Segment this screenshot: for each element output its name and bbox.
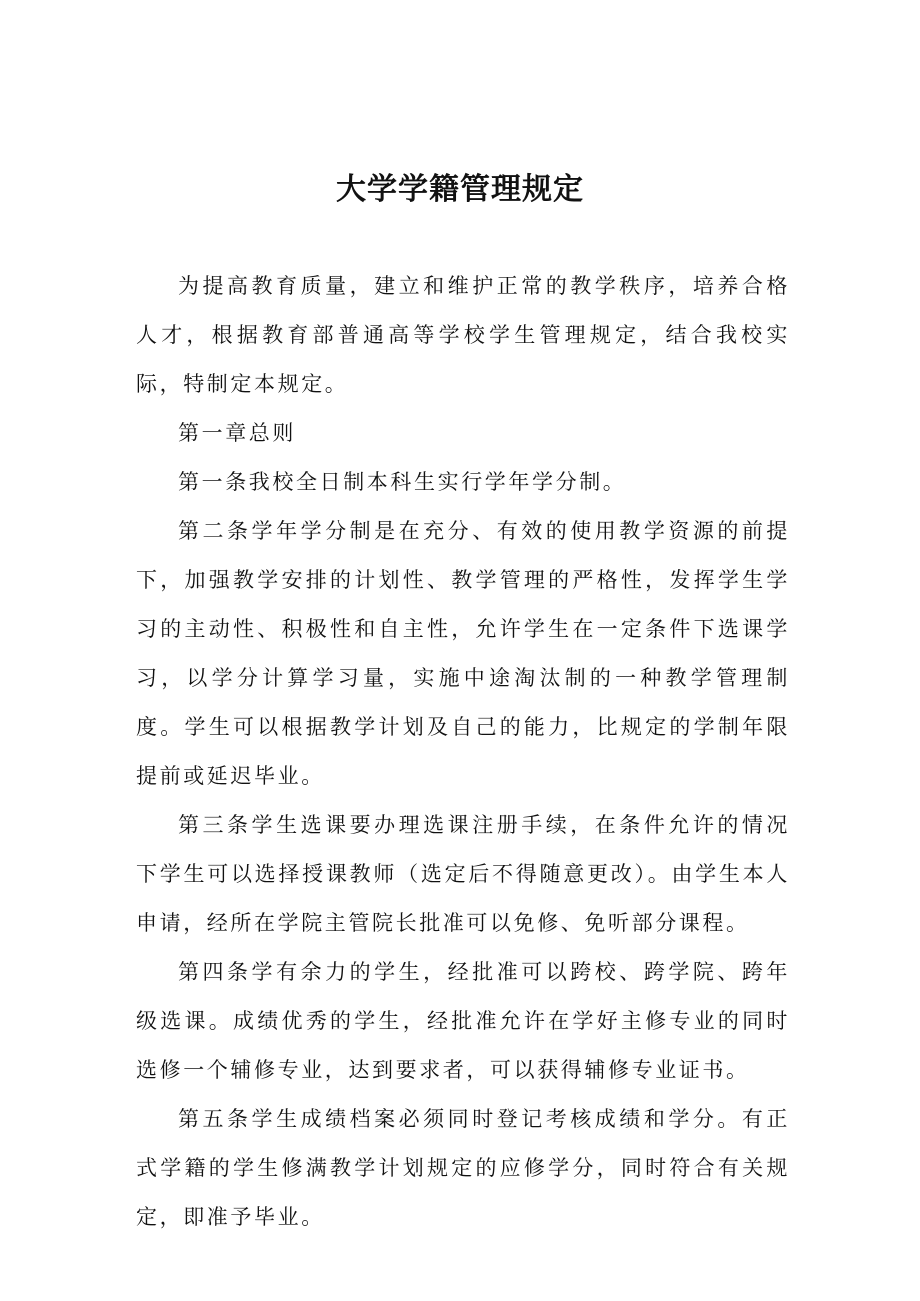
article-1: 第一条我校全日制本科生实行学年学分制。: [178, 470, 627, 494]
article-2: 第二条学年学分制是在充分、有效的使用教学资源的前提下，加强教学安排的计划性、教学管理的严格性，发挥学生学习的主动性、积极性和自主性，允许学生在一定条件下选课学习，以学分计算学习量，实施中途淘汰制的一种教学管理制度。学生可以根据教学计划及自己的能力，比规定的学制年限提前或延迟毕业。: [136, 519, 790, 788]
article-4: 第四条学有余力的学生，经批准可以跨校、跨学院、跨年级选课。成绩优秀的学生，经批准允许在学好主修专业的同时选修一个辅修专业，达到要求者，可以获得辅修专业证书。: [136, 960, 790, 1082]
article-3: 第三条学生选课要办理选课注册手续，在条件允许的情况下学生可以选择授课教师（选定后不得随意更改）。由学生本人申请，经所在学院主管院长批准可以免修、免听部分课程。: [136, 813, 790, 935]
chapter-heading: 第一章总则: [178, 421, 296, 445]
paragraph-intro: 为提高教育质量，建立和维护正常的教学秩序，培养合格人才，根据教育部普通高等学校学生管理规定，结合我校实际，特制定本规定。: [136, 274, 790, 396]
document-title: 大学学籍管理规定: [336, 172, 584, 207]
article-5: 第五条学生成绩档案必须同时登记考核成绩和学分。有正式学籍的学生修满教学计划规定的应修学分，同时符合有关规定，即准予毕业。: [136, 1107, 790, 1229]
document-body: [136, 262, 790, 1242]
